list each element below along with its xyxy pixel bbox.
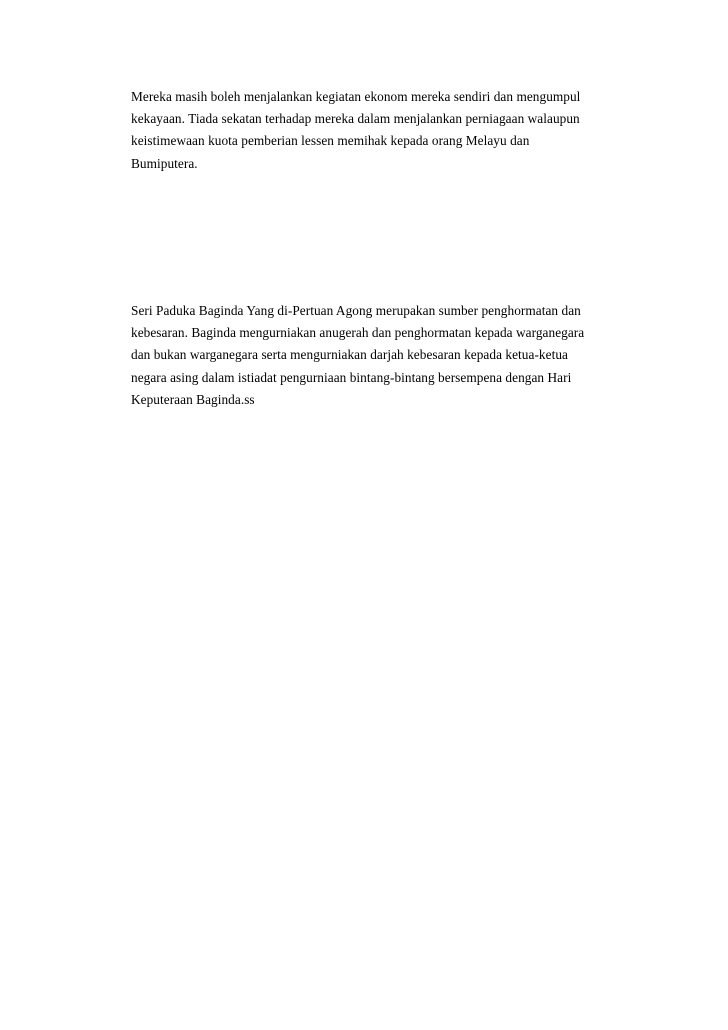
- text-line: Bumiputera.: [131, 155, 198, 171]
- text-line: kebesaran. Baginda mengurniakan anugerah dan penghormatan kepada warganegara: [131, 325, 585, 341]
- paragraph-economic-activity: [131, 86, 651, 175]
- text-line: Keputeraan Baginda.ss: [131, 391, 255, 407]
- text-line: kekayaan. Tiada sekatan terhadap mereka dalam menjalankan perniagaan walaupun: [131, 111, 580, 127]
- text-line: Seri Paduka Baginda Yang di-Pertuan Agong merupakan sumber penghormatan dan: [131, 303, 581, 318]
- text-line: Mereka masih boleh menjalankan kegiatan ekonom mereka sendiri dan mengumpul: [131, 89, 581, 104]
- text-line: keistimewaan kuota pemberian lessen memihak kepada orang Melayu dan: [131, 133, 530, 149]
- text-line: negara asing dalam istiadat pengurniaan bintang-bintang bersempena dengan Hari: [131, 369, 572, 385]
- paragraph-agong-honours: [131, 300, 651, 411]
- text-line: dan bukan warganegara serta mengurniakan darjah kebesaran kepada ketua-ketua: [131, 347, 568, 363]
